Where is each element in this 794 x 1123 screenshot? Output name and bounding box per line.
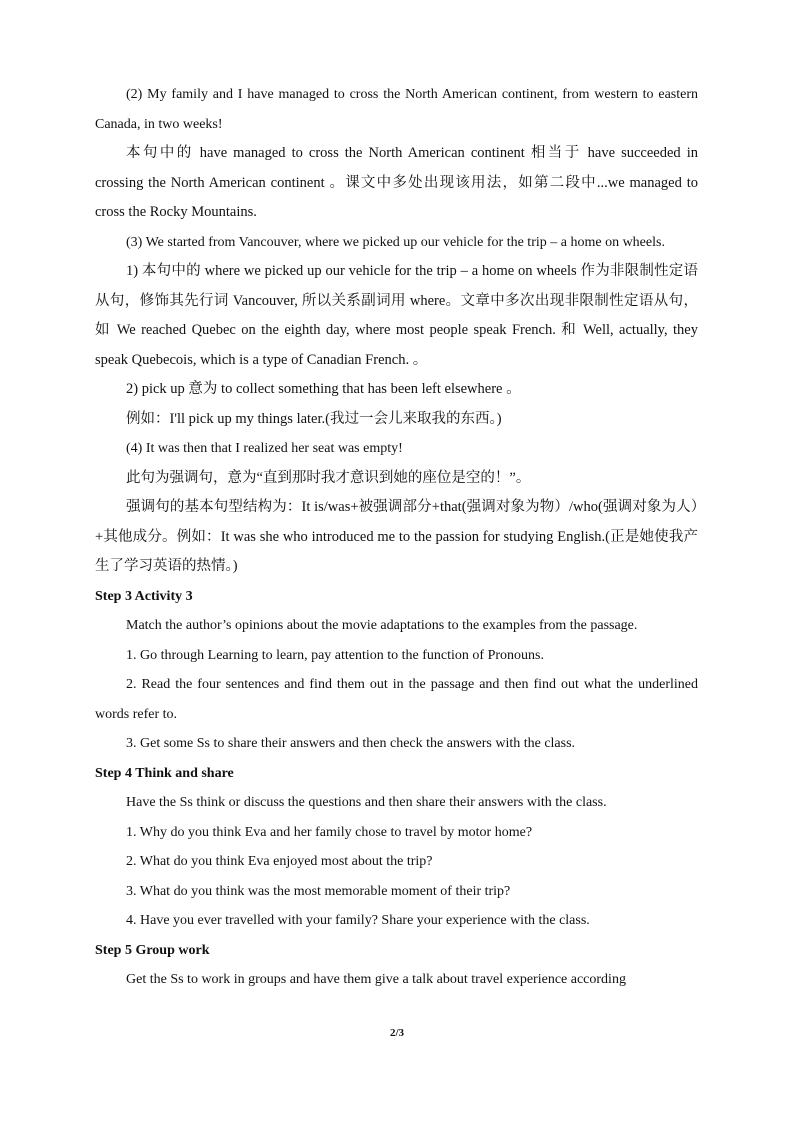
step-3-item-1: 1. Go through Learning to learn, pay attention to the function of Pronouns. — [126, 647, 544, 663]
step-3-instruction: Match the author’s opinions about the movie adaptations to the examples from the passage. — [126, 618, 638, 633]
heading-step-5: Step 5 Group work — [95, 942, 210, 958]
heading-step-4: Step 4 Think and share — [95, 765, 234, 781]
example-pick-up: 例如：I'll pick up my things later.(我过一会儿来取我的东西。) — [126, 410, 502, 427]
example-sentence-2: (2) My family and I have managed to cross the North American continent, from western to eastern Canada, in two weeks! — [95, 87, 698, 132]
step-4-question-2: 2. What do you think Eva enjoyed most about the trip? — [126, 854, 433, 869]
explanation-emphatic: 此句为强调句，意为“直到那时我才意识到她的座位是空的！”。 — [126, 469, 531, 486]
explanation-pick-up: 2) pick up 意为 to collect something that has been left elsewhere 。 — [126, 381, 521, 397]
heading-step-3: Step 3 Activity 3 — [95, 588, 193, 604]
example-sentence-3: (3) We started from Vancouver, where we picked up our vehicle for the trip – a home on wheels. — [126, 234, 665, 250]
step-3-item-2: 2. Read the four sentences and find them out in the passage and then find out what the underlined words refer to. — [95, 677, 698, 722]
explanation-managed-to: 本句中的 have managed to cross the North American continent 相当于 have succeeded in crossing the North American continent 。课文中多处出现该用法，如第二段中...we managed to cross the Rocky Mountains. — [95, 145, 698, 220]
page-number: 2/3 — [389, 1027, 405, 1039]
explanation-relative-clause: 1) 本句中的 where we picked up our vehicle for the trip – a home on wheels 作为非限制性定语从句，修饰其先行词 Vancouver, 所以关系副词用 where。文章中多次出现非限制性定语从句，如 We reached Quebec on the eighth day, where most people speak French. 和 Well, actually, they speak Quebecois, which is a type of Canadian French. 。 — [95, 263, 698, 368]
explanation-emphatic-structure: 强调句的基本句型结构为：It is/was+被强调部分+that(强调对象为物）/who(强调对象为人）+其他成分。例如：It was she who introduced me to the passion for studying English.(正是她使我产生了学习英语的热情。) — [95, 499, 698, 574]
step-4-question-4: 4. Have you ever travelled with your family? Share your experience with the class. — [126, 913, 590, 928]
step-5-instruction: Get the Ss to work in groups and have them give a talk about travel experience according — [126, 972, 626, 987]
step-4-question-3: 3. What do you think was the most memorable moment of their trip? — [126, 883, 511, 899]
step-4-instruction: Have the Ss think or discuss the questions and then share their answers with the class. — [126, 795, 607, 810]
step-3-item-3: 3. Get some Ss to share their answers and then check the answers with the class. — [126, 736, 576, 751]
example-sentence-4: (4) It was then that I realized her seat was empty! — [126, 441, 403, 456]
step-4-question-1: 1. Why do you think Eva and her family chose to travel by motor home? — [126, 824, 533, 840]
document-body — [95, 80, 698, 995]
